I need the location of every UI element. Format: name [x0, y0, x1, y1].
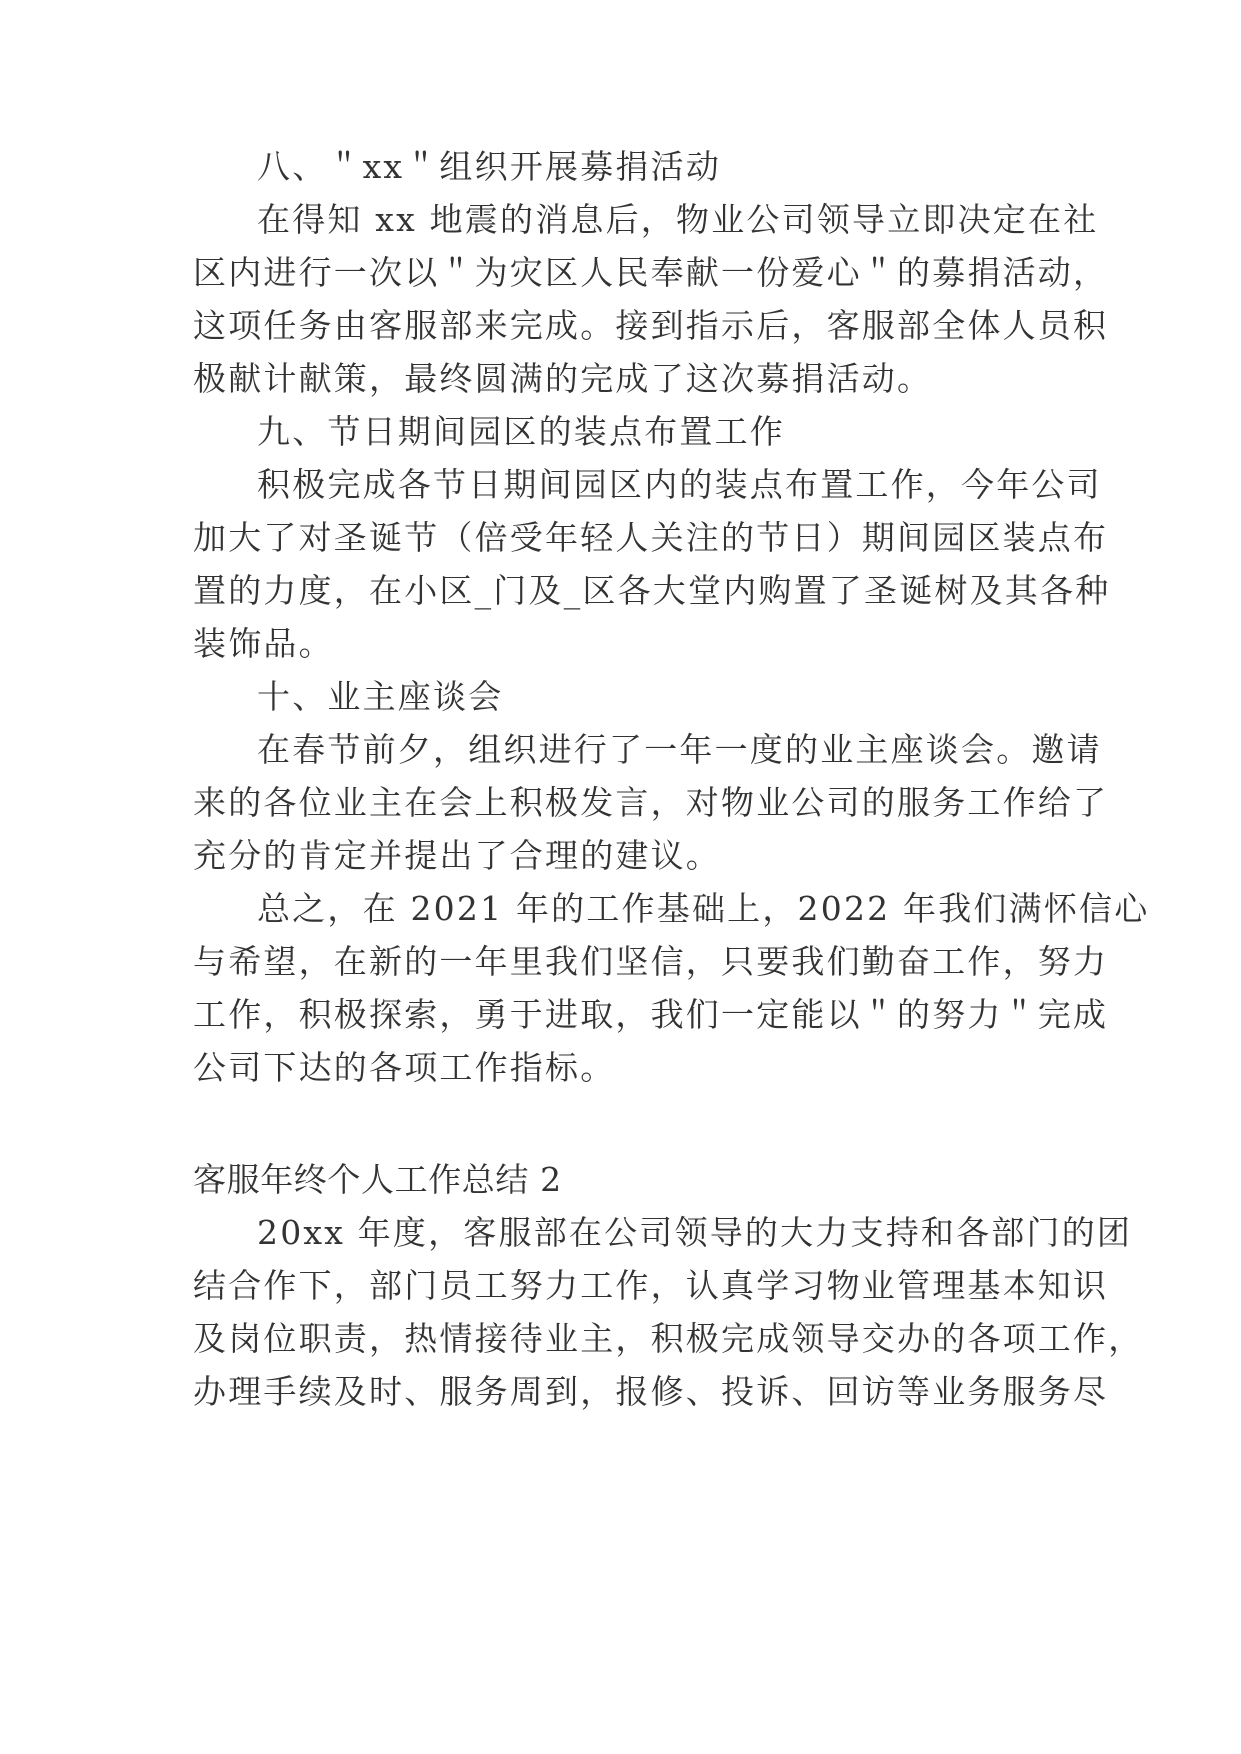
paragraph-line: 与希望，在新的一年里我们坚信，只要我们勤奋工作，努力 [193, 942, 1109, 981]
section-heading: 九、节日期间园区的装点布置工作 [257, 412, 785, 451]
paragraph-line: 在得知 xx 地震的消息后，物业公司领导立即决定在社 [257, 200, 1099, 239]
paragraph-line: 这项任务由客服部来完成。接到指示后，客服部全体人员积 [193, 306, 1109, 345]
paragraph-line: 20xx 年度，客服部在公司领导的大力支持和各部门的团 [257, 1213, 1133, 1252]
document-page [193, 0, 1150, 1754]
paragraph-line: 总之，在 2021 年的工作基础上，2022 年我们满怀信心 [257, 889, 1150, 928]
paragraph-line: 工作，积极探索，勇于进取，我们一定能以＂的努力＂完成 [193, 995, 1109, 1034]
paragraph-line: 结合作下，部门员工努力工作，认真学习物业管理基本知识 [193, 1266, 1109, 1305]
paragraph-line: 置的力度，在小区_门及_区各大堂内购置了圣诞树及其各种 [193, 571, 1111, 610]
section-heading: 八、＂xx＂组织开展募捐活动 [257, 147, 722, 186]
paragraph-line: 区内进行一次以＂为灾区人民奉献一份爱心＂的募捐活动， [193, 253, 1109, 292]
paragraph-line: 积极完成各节日期间园区内的装点布置工作，今年公司 [257, 465, 1102, 504]
paragraph-line: 在春节前夕，组织进行了一年一度的业主座谈会。邀请 [257, 730, 1102, 769]
document-title: 客服年终个人工作总结 2 [193, 1160, 562, 1199]
paragraph-line: 办理手续及时、服务周到，报修、投诉、回访等业务服务尽 [193, 1372, 1109, 1411]
paragraph-line: 公司下达的各项工作指标。 [193, 1048, 616, 1087]
paragraph-line: 装饰品。 [193, 624, 334, 663]
paragraph-line: 加大了对圣诞节（倍受年轻人关注的节日）期间园区装点布 [193, 518, 1109, 557]
paragraph-line: 及岗位职责，热情接待业主，积极完成领导交办的各项工作， [193, 1319, 1144, 1358]
paragraph-line: 来的各位业主在会上积极发言，对物业公司的服务工作给了 [193, 783, 1109, 822]
paragraph-line: 充分的肯定并提出了合理的建议。 [193, 836, 721, 875]
section-heading: 十、业主座谈会 [257, 677, 504, 716]
paragraph-line: 极献计献策，最终圆满的完成了这次募捐活动。 [193, 359, 933, 398]
